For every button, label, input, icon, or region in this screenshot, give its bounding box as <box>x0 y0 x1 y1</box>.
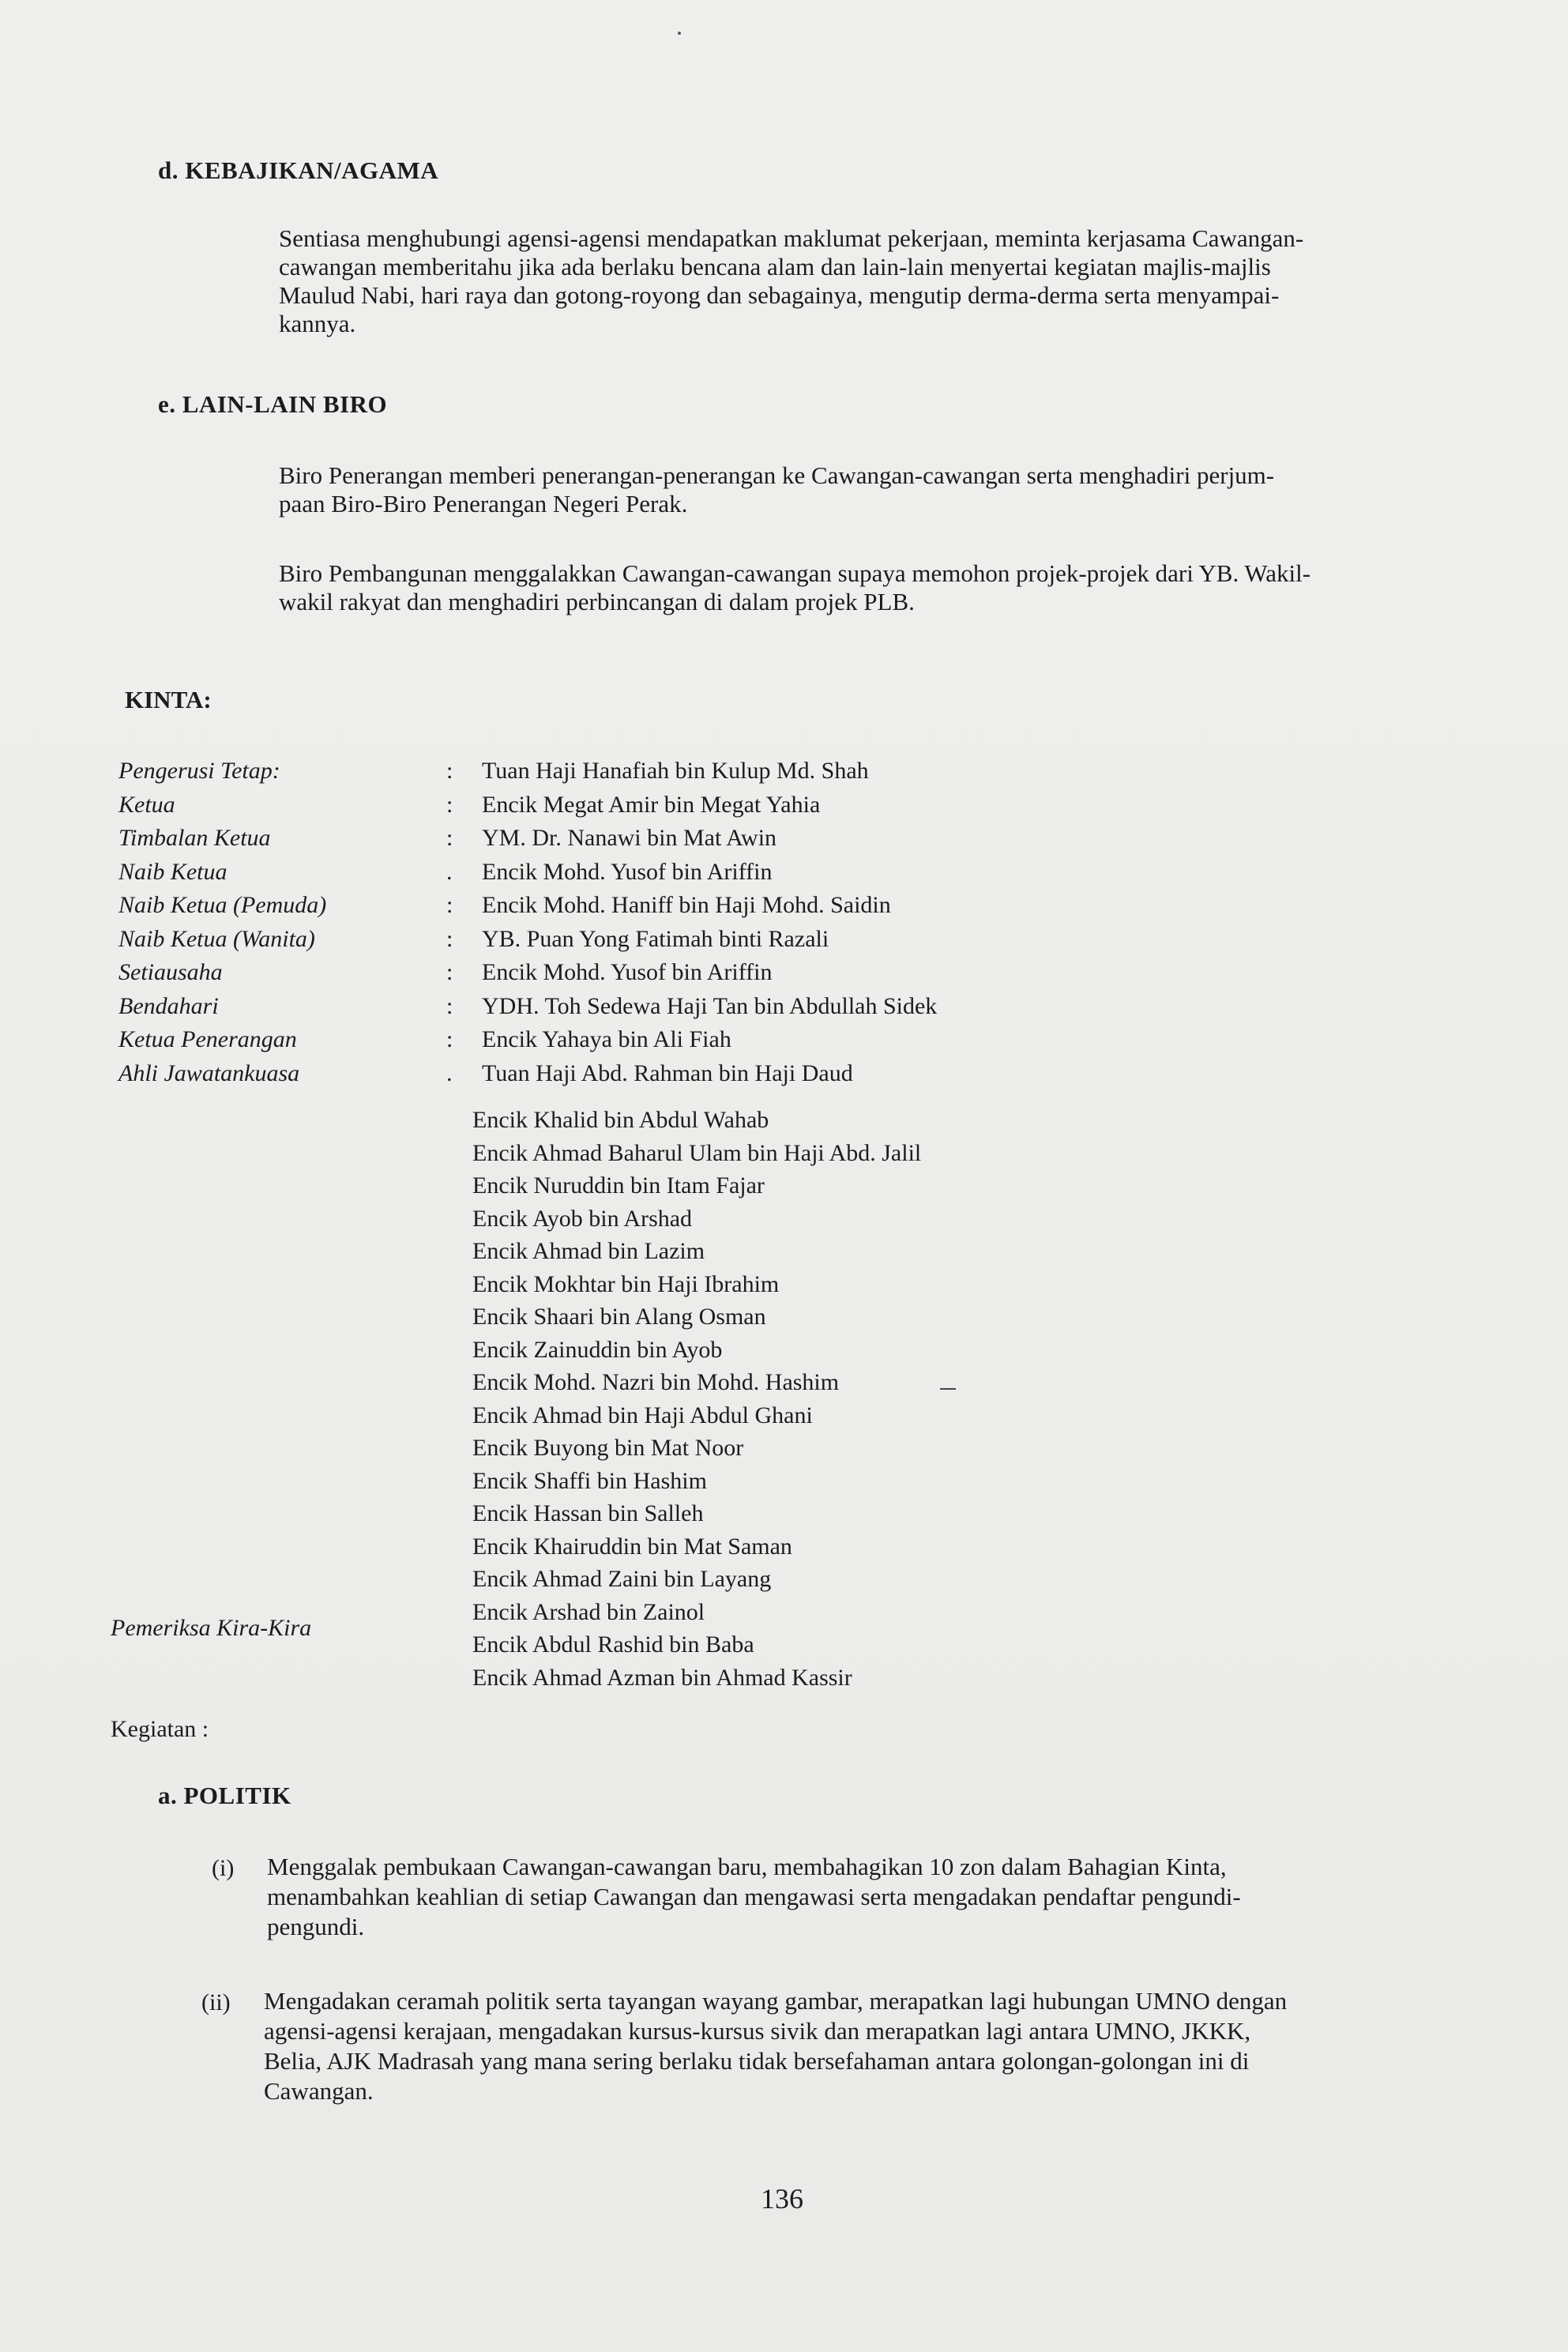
separator-colon: : <box>446 925 453 952</box>
paragraph-line: pengundi. <box>267 1913 365 1940</box>
officer-colons-column <box>446 755 453 1090</box>
officer-name: YDH. Toh Sedewa Haji Tan bin Abdullah Sidek <box>482 992 938 1019</box>
officer-role: Timbalan Ketua <box>118 825 271 851</box>
committee-member: Encik Ayob bin Arshad <box>472 1205 693 1232</box>
separator-colon: : <box>446 825 453 851</box>
committee-member: Encik Ahmad Azman bin Ahmad Kassir <box>472 1664 852 1691</box>
separator-colon: : <box>446 959 453 985</box>
politik-heading: a. POLITIK <box>158 1782 291 1809</box>
committee-member: Encik Ahmad bin Lazim <box>472 1238 705 1264</box>
committee-member: Encik Hassan bin Salleh <box>472 1500 704 1526</box>
section-e-paragraph-2 <box>279 559 1486 616</box>
officer-role: Naib Ketua <box>118 858 227 885</box>
officer-name: YM. Dr. Nanawi bin Mat Awin <box>482 825 777 851</box>
committee-member: Encik Khairuddin bin Mat Saman <box>472 1533 792 1560</box>
officer-role: Bendahari <box>118 992 219 1019</box>
politik-item-i <box>267 1852 1474 1942</box>
committee-member: Encik Mokhtar bin Haji Ibrahim <box>472 1270 780 1297</box>
item-number: (ii) <box>201 1989 231 2015</box>
paragraph-line: wakil rakyat dan menghadiri perbincangan di dalam projek PLB. <box>279 588 915 615</box>
speck <box>678 32 681 35</box>
committee-member: Encik Khalid bin Abdul Wahab <box>472 1107 769 1133</box>
paragraph-line: paan Biro-Biro Penerangan Negeri Perak. <box>279 490 688 517</box>
separator-colon: : <box>446 992 453 1019</box>
separator-colon: : <box>446 892 453 918</box>
committee-member: Encik Abdul Rashid bin Baba <box>472 1631 754 1658</box>
auditor-role: Pemeriksa Kira-Kira <box>111 1615 312 1641</box>
officer-role: Ketua Penerangan <box>118 1026 297 1052</box>
kegiatan-heading: Kegiatan : <box>111 1716 209 1742</box>
separator-colon: . <box>446 1059 453 1086</box>
stray-dash-mark <box>940 1388 956 1390</box>
committee-member: Encik Ahmad bin Haji Abdul Ghani <box>472 1402 813 1428</box>
paragraph-line: Sentiasa menghubungi agensi-agensi mendapatkan maklumat pekerjaan, meminta kerjasama Cawangan- <box>279 224 1304 252</box>
officer-role: Ketua <box>118 791 175 818</box>
officer-name: Encik Mohd. Yusof bin Ariffin <box>482 858 773 885</box>
officer-name: YB. Puan Yong Fatimah binti Razali <box>482 925 829 952</box>
committee-member: Encik Buyong bin Mat Noor <box>472 1435 744 1461</box>
politik-item-ii <box>264 1986 1474 2106</box>
officer-role: Naib Ketua (Wanita) <box>118 925 315 952</box>
section-e-heading: e. LAIN-LAIN BIRO <box>158 390 388 418</box>
paragraph-line: Cawangan. <box>264 2077 374 2105</box>
committee-member: Encik Ahmad Baharul Ulam bin Haji Abd. Jalil <box>472 1139 922 1166</box>
committee-member: Encik Zainuddin bin Ayob <box>472 1336 723 1363</box>
paragraph-line: Maulud Nabi, hari raya dan gotong-royong dan sebagainya, mengutip derma-derma serta menyampai- <box>279 281 1280 309</box>
officer-name: Encik Yahaya bin Ali Fiah <box>482 1026 731 1052</box>
separator-colon: : <box>446 1026 453 1052</box>
paragraph-line: Mengadakan ceramah politik serta tayangan wayang gambar, merapatkan lagi hubungan UMNO dengan <box>264 1987 1288 2015</box>
officer-name: Encik Megat Amir bin Megat Yahia <box>482 791 821 818</box>
committee-member: Encik Shaffi bin Hashim <box>472 1467 707 1494</box>
paragraph-line: menambahkan keahlian di setiap Cawangan dan mengawasi serta mengadakan pendaftar pengundi- <box>267 1883 1241 1910</box>
paragraph-line: agensi-agensi kerajaan, mengadakan kursus-kursus sivik dan merapatkan lagi antara UMNO, JKKK, <box>264 2017 1251 2045</box>
section-e-paragraph-1 <box>279 461 1486 518</box>
committee-member: Encik Nuruddin bin Itam Fajar <box>472 1172 765 1199</box>
paragraph-line: Belia, AJK Madrasah yang mana sering berlaku tidak bersefahaman antara golongan-golongan ini di <box>264 2047 1250 2075</box>
separator-colon: : <box>446 791 453 818</box>
separator-colon: : <box>446 758 453 784</box>
paragraph-line: kannya. <box>279 310 356 337</box>
officer-roles-column <box>118 755 326 1090</box>
officer-role: Ahli Jawatankuasa <box>118 1059 300 1086</box>
page-number: 136 <box>761 2183 803 2215</box>
officer-role: Naib Ketua (Pemuda) <box>118 892 327 918</box>
officer-name: Tuan Haji Abd. Rahman bin Haji Daud <box>482 1059 853 1086</box>
committee-member: Encik Arshad bin Zainol <box>472 1598 705 1625</box>
committee-member: Encik Shaari bin Alang Osman <box>472 1304 766 1330</box>
paragraph-line: Biro Pembangunan menggalakkan Cawangan-cawangan supaya memohon projek-projek dari YB. Wakil- <box>279 559 1311 587</box>
officer-role: Pengerusi Tetap: <box>118 758 280 784</box>
item-number: (i) <box>212 1855 235 1881</box>
section-d-heading: d. KEBAJIKAN/AGAMA <box>158 156 439 184</box>
committee-member: Encik Mohd. Nazri bin Mohd. Hashim <box>472 1369 840 1395</box>
officer-names-column <box>482 755 937 1090</box>
committee-members-list <box>472 1104 921 1694</box>
paragraph-line: Biro Penerangan memberi penerangan-penerangan ke Cawangan-cawangan serta menghadiri perjum- <box>279 461 1275 489</box>
kinta-heading: KINTA: <box>125 686 212 713</box>
paragraph-line: Menggalak pembukaan Cawangan-cawangan baru, membahagikan 10 zon dalam Bahagian Kinta, <box>267 1853 1227 1880</box>
paragraph-line: cawangan memberitahu jika ada berlaku bencana alam dan lain-lain menyertai kegiatan majlis-majlis <box>279 253 1271 280</box>
officer-role: Setiausaha <box>118 959 223 985</box>
officer-name: Encik Mohd. Haniff bin Haji Mohd. Saidin <box>482 892 891 918</box>
separator-colon: . <box>446 858 453 885</box>
officer-name: Tuan Haji Hanafiah bin Kulup Md. Shah <box>482 758 869 784</box>
committee-member: Encik Ahmad Zaini bin Layang <box>472 1566 772 1592</box>
section-d-paragraph <box>279 224 1486 338</box>
officer-name: Encik Mohd. Yusof bin Ariffin <box>482 959 773 985</box>
